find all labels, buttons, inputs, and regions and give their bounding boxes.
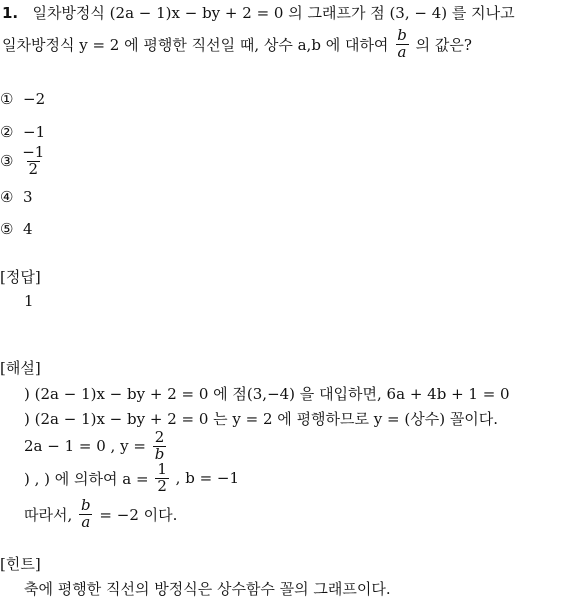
choice-marker: ⑤ bbox=[0, 220, 14, 238]
fraction-denominator: a bbox=[397, 42, 407, 61]
choice-value: −1 bbox=[23, 123, 46, 141]
choice-marker: ② bbox=[0, 123, 14, 141]
choice-value: 3 bbox=[23, 188, 33, 206]
explanation-header: [해설] bbox=[0, 359, 41, 377]
choice-4[interactable] bbox=[0, 188, 33, 206]
answer-value: 1 bbox=[24, 292, 34, 310]
choice-1[interactable] bbox=[0, 90, 45, 108]
hint-text: 축에 평행한 직선의 방정식은 상수함수 꼴의 그래프이다. bbox=[24, 580, 391, 598]
explanation-line-5-text: 따라서, bbox=[24, 505, 73, 524]
fraction-denominator: b bbox=[154, 444, 165, 463]
explanation-line-4-text: ) , ) 에 의하여 a = bbox=[24, 469, 149, 488]
fraction-numerator: −1 bbox=[22, 143, 45, 161]
fraction-denominator: a bbox=[81, 512, 91, 531]
fraction-numerator: b bbox=[397, 26, 407, 44]
fraction-numerator: b bbox=[81, 496, 91, 514]
question-text-line-2-end: 의 값은? bbox=[415, 35, 472, 54]
choice-marker: ④ bbox=[0, 188, 14, 206]
choice-value: 4 bbox=[23, 220, 33, 238]
answer-header: [정답] bbox=[0, 268, 41, 286]
choice-marker: ① bbox=[0, 90, 14, 108]
explanation-fraction-1 bbox=[153, 430, 167, 463]
question-text-line-1: 일차방정식 (2a − 1)x − by + 2 = 0 의 그래프가 점 (3, − 4) 를 지나고 bbox=[32, 4, 515, 22]
explanation-line-3-text: 2a − 1 = 0 , y = bbox=[24, 437, 146, 456]
explanation-line-3 bbox=[24, 430, 168, 463]
question-number: 1. bbox=[2, 4, 19, 22]
question-fraction bbox=[395, 28, 409, 61]
explanation-line-4 bbox=[24, 462, 239, 495]
choice-5[interactable] bbox=[0, 220, 33, 238]
choice-fraction bbox=[20, 145, 46, 178]
choice-value: −2 bbox=[23, 90, 46, 108]
explanation-line-5-end: = −2 이다. bbox=[99, 505, 178, 524]
hint-header: [힌트] bbox=[0, 555, 41, 573]
choice-2[interactable] bbox=[0, 123, 45, 141]
explanation-fraction-3 bbox=[79, 498, 93, 531]
explanation-line-2: ) (2a − 1)x − by + 2 = 0 는 y = 2 에 평행하므로 y = (상수) 꼴이다. bbox=[24, 410, 499, 428]
fraction-numerator: 2 bbox=[154, 428, 165, 446]
fraction-denominator: 2 bbox=[28, 159, 39, 178]
question-text-line-2: 일차방정식 y = 2 에 평행한 직선일 때, 상수 a,b 에 대하여 bbox=[2, 35, 389, 54]
explanation-fraction-2 bbox=[155, 462, 169, 495]
fraction-denominator: 2 bbox=[157, 476, 167, 495]
fraction-numerator: 1 bbox=[157, 460, 167, 478]
explanation-line-5 bbox=[24, 498, 177, 531]
question-line-2 bbox=[2, 28, 472, 61]
choice-3[interactable] bbox=[0, 145, 48, 178]
choice-marker: ③ bbox=[0, 152, 14, 171]
explanation-line-1: ) (2a − 1)x − by + 2 = 0 에 점(3,−4) 을 대입하면, 6a + 4b + 1 = 0 bbox=[24, 385, 510, 403]
explanation-line-4-end: , b = −1 bbox=[175, 469, 240, 488]
question-line-1 bbox=[2, 2, 515, 23]
